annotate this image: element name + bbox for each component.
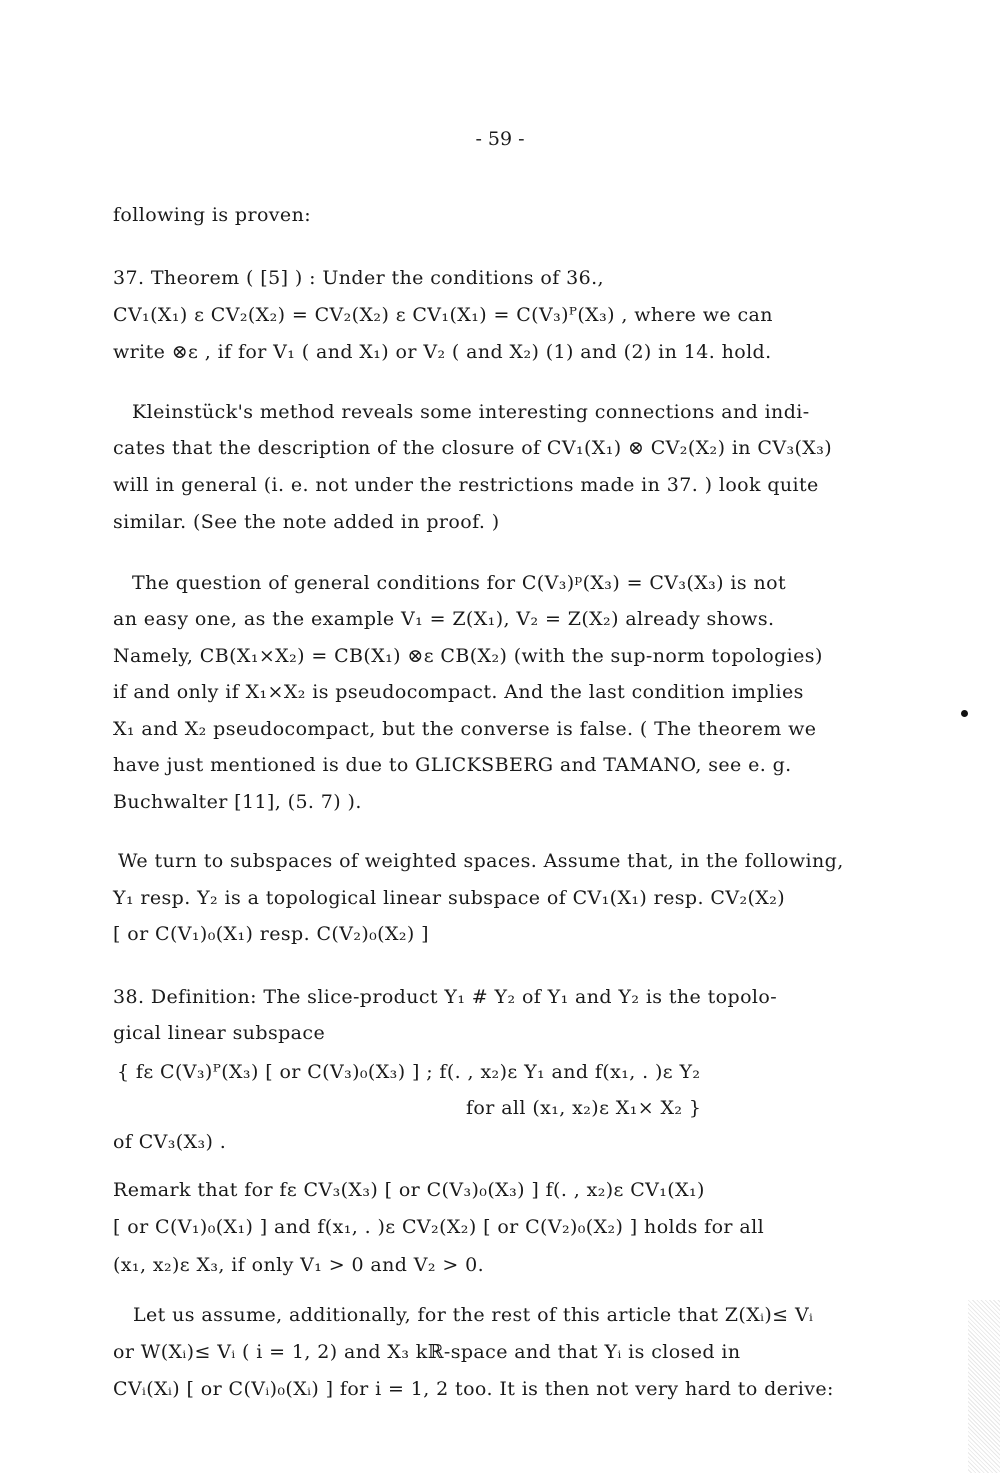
paragraph-start: We turn to subspaces of weighted spaces. Assume that, in the following, <box>118 850 844 872</box>
text-line: [ or C(V₁)₀(X₁) resp. C(V₂)₀(X₂) ] <box>113 923 429 945</box>
paragraph-start: The question of general conditions for C(V₃)ᵖ(X₃) = CV₃(X₃) is not <box>132 572 786 594</box>
definition-38-heading: 38. Definition: The slice-product Y₁ # Y₂ of Y₁ and Y₂ is the topolo- <box>113 986 778 1008</box>
paragraph-start: Kleinstück's method reveals some interesting connections and indi- <box>132 401 810 423</box>
scan-speck <box>961 710 968 717</box>
text-line: if and only if X₁×X₂ is pseudocompact. And the last condition implies <box>113 681 804 703</box>
scan-edge-noise <box>968 1300 1000 1473</box>
text-line: CVᵢ(Xᵢ) [ or C(Vᵢ)₀(Xᵢ) ] for i = 1, 2 too. It is then not very hard to derive: <box>113 1378 834 1400</box>
text-line: Buchwalter [11], (5. 7) ). <box>113 791 362 813</box>
theorem-37-heading: 37. Theorem ( [5] ) : Under the conditions of 36., <box>113 267 604 289</box>
text-line: X₁ and X₂ pseudocompact, but the converse is false. ( The theorem we <box>113 718 817 740</box>
page-number: - 59 - <box>475 128 525 150</box>
paragraph-start: Let us assume, additionally, for the rest of this article that Z(Xᵢ)≤ Vᵢ <box>133 1304 814 1326</box>
text-line: gical linear subspace <box>113 1022 326 1044</box>
text-line: or W(Xᵢ)≤ Vᵢ ( i = 1, 2) and X₃ kℝ-space and that Yᵢ is closed in <box>113 1341 741 1363</box>
text-line: have just mentioned is due to GLICKSBERG and TAMANO, see e. g. <box>113 754 792 776</box>
text-line: Namely, CB(X₁×X₂) = CB(X₁) ⊗ε CB(X₂) (with the sup-norm topologies) <box>113 645 823 667</box>
text-line: write ⊗ε , if for V₁ ( and X₁) or V₂ ( and X₂) (1) and (2) in 14. hold. <box>113 341 772 363</box>
set-definition: { fε C(V₃)ᴾ(X₃) [ or C(V₃)₀(X₃) ] ; f(. , x₂)ε Y₁ and f(x₁, . )ε Y₂ <box>117 1061 701 1083</box>
text-line: Y₁ resp. Y₂ is a topological linear subspace of CV₁(X₁) resp. CV₂(X₂) <box>113 887 786 909</box>
text-line: of CV₃(X₃) . <box>113 1131 227 1153</box>
text-line: [ or C(V₁)₀(X₁) ] and f(x₁, . )ε CV₂(X₂) [ or C(V₂)₀(X₂) ] holds for all <box>113 1216 765 1238</box>
text-line: similar. (See the note added in proof. ) <box>113 511 500 533</box>
text-line: will in general (i. e. not under the restrictions made in 37. ) look quite <box>113 474 819 496</box>
text-line: cates that the description of the closure of CV₁(X₁) ⊗ CV₂(X₂) in CV₃(X₃) <box>113 437 833 459</box>
set-definition-condition: for all (x₁, x₂)ε X₁× X₂ } <box>466 1097 702 1119</box>
text-line: CV₁(X₁) ε CV₂(X₂) = CV₂(X₂) ε CV₁(X₁) = C(V₃)ᴾ(X₃) , where we can <box>113 304 773 326</box>
text-line: following is proven: <box>113 204 312 226</box>
text-line: (x₁, x₂)ε X₃, if only V₁ > 0 and V₂ > 0. <box>113 1254 485 1276</box>
remark-start: Remark that for fε CV₃(X₃) [ or C(V₃)₀(X₃) ] f(. , x₂)ε CV₁(X₁) <box>113 1179 705 1201</box>
text-line: an easy one, as the example V₁ = Z(X₁), V₂ = Z(X₂) already shows. <box>113 608 775 630</box>
